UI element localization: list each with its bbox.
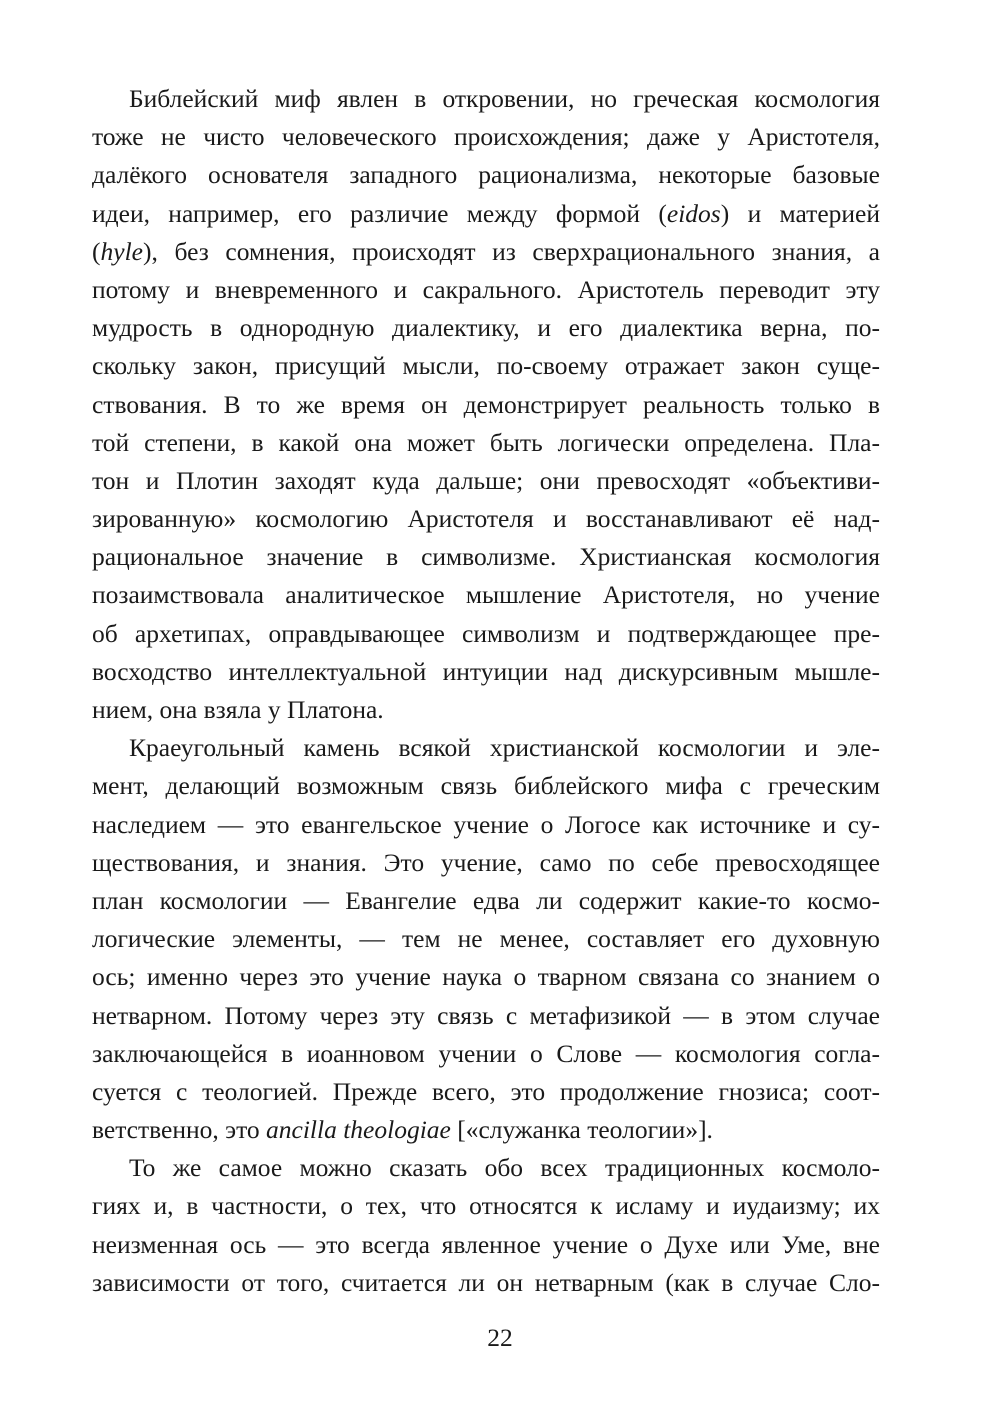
paragraph-2 [92, 729, 880, 1149]
text-line: той степени, в какой она может быть логически определена. Пла- [92, 427, 880, 457]
text-line: мент, делающий возможным связь библейского мифа с греческим [92, 771, 880, 801]
text-line: нием, она взяла у Платона. [92, 695, 384, 724]
text-line: идеи, например, его различие между формой (eidos) и материей [92, 198, 880, 228]
text-line: план космологии — Евангелие едва ли содержит какие-то космо- [92, 885, 880, 915]
text-line: логические элементы, — тем не менее, составляет его духовную [92, 924, 880, 954]
text-line: ществования, и знания. Это учение, само по себе превосходящее [92, 847, 880, 877]
text-line: То же самое можно сказать обо всех традиционных космоло- [129, 1153, 880, 1183]
text-line: мудрость в однородную диалектику, и его диалектика верна, по- [92, 313, 880, 343]
text-line: зависимости от того, считается ли он нетварным (как в случае Сло- [92, 1267, 880, 1297]
text-line: скольку закон, присущий мысли, по-своему отражает закон суще- [92, 351, 880, 381]
italic-term: ancilla theologiae [266, 1115, 451, 1145]
text-line: потому и вневременного и сакрального. Аристотель переводит эту [92, 274, 880, 304]
italic-term: hyle [100, 236, 143, 266]
text-line: (hyle), без сомнения, происходят из сверхрационального знания, а [92, 236, 880, 266]
text-line: нетварном. Потому через эту связь с метафизикой — в этом случае [92, 1000, 880, 1030]
text-line: зированную» космологию Аристотеля и восстанавливают её над- [92, 504, 880, 534]
text-line: суется с теологией. Прежде всего, это продолжение гнозиса; соот- [92, 1076, 880, 1106]
text-line: заключающейся в иоанновом учении о Слове — космология согла- [92, 1038, 880, 1068]
text-line: тоже не чисто человеческого происхождения; даже у Аристотеля, [92, 122, 880, 152]
text-line: ветственно, это ancilla theologiae [«служанка теологии»]. [92, 1115, 713, 1145]
text-line: рациональное значение в символизме. Христианская космология [92, 542, 880, 572]
text-line: Библейский миф явлен в откровении, но греческая космология [129, 84, 880, 113]
text-line: ось; именно через это учение наука о тварном связана со знанием о [92, 962, 880, 992]
text-line: тон и Плотин заходят куда дальше; они превосходят «объективи- [92, 465, 880, 495]
text-line: Краеугольный камень всякой христианской космологии и эле- [129, 733, 880, 763]
page-number: 22 [487, 1323, 513, 1352]
text-line: гиях и, в частности, о тех, что относятся к исламу и иудаизму; их [92, 1191, 880, 1221]
main-text [92, 80, 880, 1302]
text-line: далёкого основателя западного рационализма, некоторые базовые [92, 160, 880, 190]
text-line: позаимствовала аналитическое мышление Аристотеля, но учение [92, 580, 880, 610]
text-line: неизменная ось — это всегда явленное учение о Духе или Уме, вне [92, 1229, 880, 1259]
paragraph-3 [92, 1149, 880, 1302]
italic-term: eidos [666, 198, 721, 228]
text-line: об архетипах, оправдывающее символизм и подтверждающее пре- [92, 618, 880, 648]
text-line: наследием — это евангельское учение о Логосе как источнике и су- [92, 809, 880, 839]
paragraph-1 [92, 80, 880, 729]
text-line: ствования. В то же время он демонстрирует реальность только в [92, 389, 880, 419]
text-line: восходство интеллектуальной интуиции над дискурсивным мышле- [92, 656, 880, 686]
